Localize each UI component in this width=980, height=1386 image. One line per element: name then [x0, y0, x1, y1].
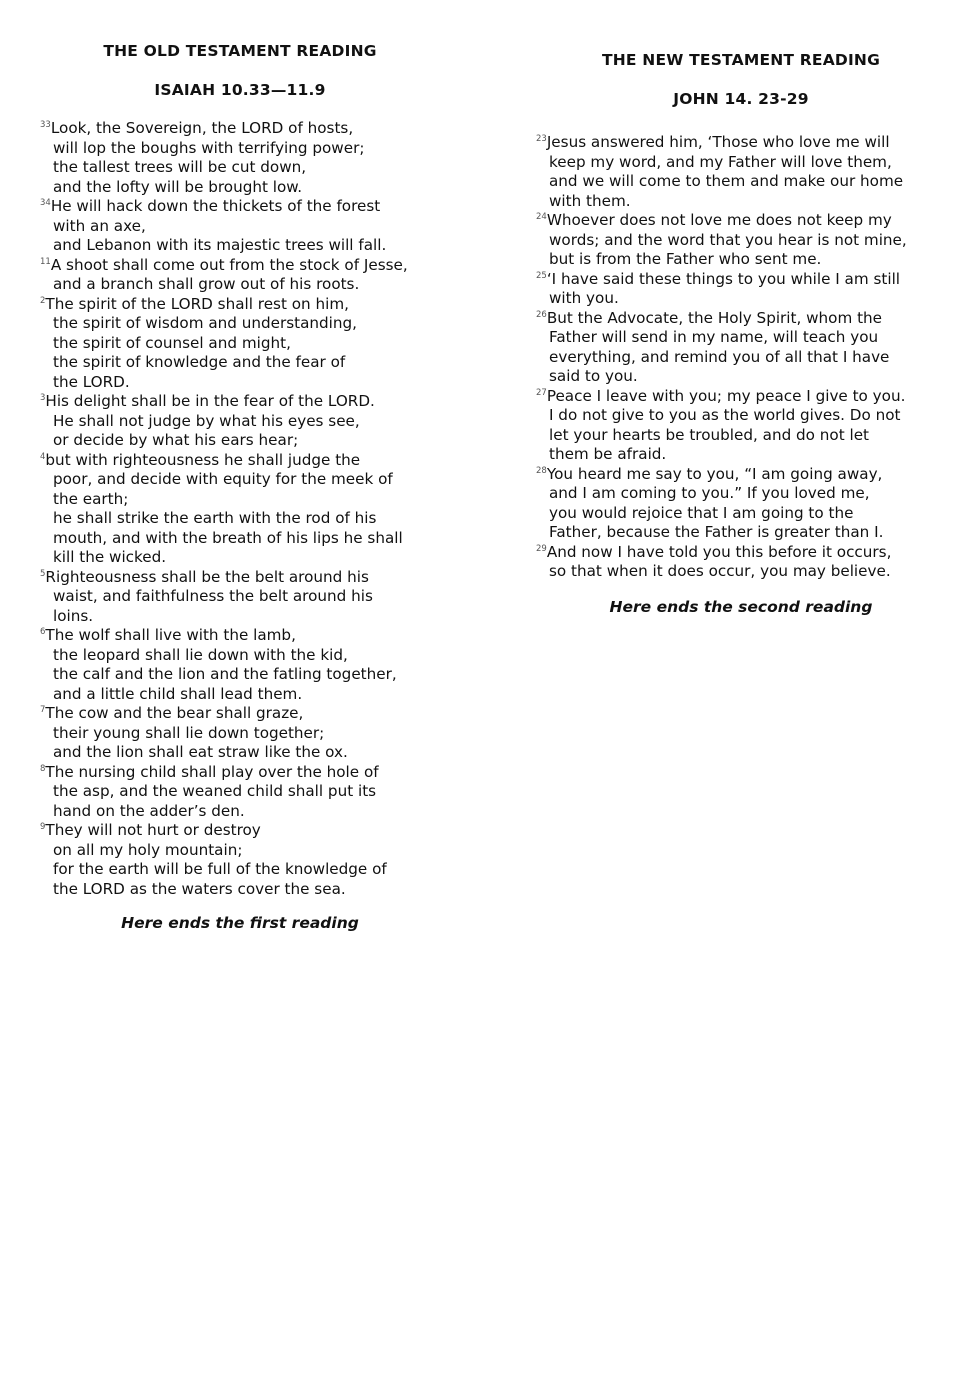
verse-text: Peace I leave with you; my peace I give to you. [546, 386, 906, 405]
verse-line [536, 172, 946, 192]
verse-text: words; and the word that you hear is not mine, [549, 230, 907, 249]
verse-line [40, 548, 440, 568]
verse-text: with them. [549, 191, 631, 210]
verse-text: said to you. [549, 367, 638, 385]
verse-line: 27Peace I leave with you; my peace I give to you. [536, 386, 906, 405]
verse-line [40, 314, 440, 334]
verse-line [40, 782, 440, 802]
new-testament-passage [536, 133, 946, 582]
verse-line: 11A shoot shall come out from the stock of Jesse, [40, 255, 408, 274]
verse-line: 5Righteousness shall be the belt around his [40, 567, 369, 586]
verse-line: 34He will hack down the thickets of the forest [40, 197, 381, 215]
verse-text: everything, and remind you of all that I have [549, 347, 890, 366]
verse-line [536, 445, 946, 465]
verse-text: The spirit of the LORD shall rest on him, [45, 294, 349, 313]
verse-text: the spirit of wisdom and understanding, [53, 314, 357, 332]
verse-text: the LORD. [53, 372, 130, 391]
verse-text: he shall strike the earth with the rod of his [53, 509, 377, 527]
verse-line [536, 523, 946, 543]
verse-text: Father will send in my name, will teach you [549, 328, 879, 346]
verse-line: 24Whoever does not love me does not keep my [536, 211, 892, 229]
verse-line: 4but with righteousness he shall judge the [40, 450, 361, 469]
verse-text: His delight shall be in the fear of the LORD. [45, 392, 375, 410]
verse-line [40, 529, 440, 549]
new-testament-ending: Here ends the second reading [609, 598, 873, 616]
verse-line [40, 646, 440, 666]
verse-text: the asp, and the weaned child shall put its [53, 782, 377, 800]
verse-line [536, 289, 946, 309]
verse-line [40, 353, 440, 373]
verse-line [40, 490, 440, 510]
verse-text: The nursing child shall play over the hole of [45, 762, 379, 781]
verse-line: 6The wolf shall live with the lamb, [40, 626, 296, 644]
verse-line: 26But the Advocate, the Holy Spirit, whom the [536, 308, 883, 327]
verse-text: I do not give to you as the world gives. Do not [549, 406, 901, 424]
verse-text: poor, and decide with equity for the meek of [53, 470, 393, 488]
verse-text: the LORD as the waters cover the sea. [53, 879, 346, 898]
verse-line: 33Look, the Sovereign, the LORD of hosts, [40, 119, 354, 137]
verse-text: and a branch shall grow out of his roots. [53, 275, 360, 293]
verse-line [40, 412, 440, 432]
verse-line [40, 743, 440, 763]
verse-line [40, 665, 440, 685]
verse-line [536, 348, 946, 368]
verse-text: the calf and the lion and the fatling together, [53, 665, 397, 683]
verse-text: them be afraid. [549, 445, 667, 463]
verse-text: ‘I have said these things to you while I am still [546, 269, 901, 288]
new-testament-title: THE NEW TESTAMENT READING [601, 51, 881, 69]
verse-line [40, 431, 440, 451]
verse-text: so that when it does occur, you may believe. [549, 562, 891, 580]
verse-text: He shall not judge by what his eyes see, [53, 411, 360, 430]
verse-text: They will not hurt or destroy [45, 821, 261, 839]
verse-text: their young shall lie down together; [53, 723, 325, 742]
verse-text: kill the wicked. [53, 548, 167, 566]
verse-text: A shoot shall come out from the stock of Jesse, [50, 255, 408, 274]
verse-text: mouth, and with the breath of his lips he shall [53, 528, 403, 547]
verse-line [536, 484, 946, 504]
verse-text: the spirit of knowledge and the fear of [53, 353, 346, 371]
verse-text: Father, because the Father is greater than I. [549, 523, 884, 541]
verse-line [40, 158, 440, 178]
verse-text: keep my word, and my Father will love them, [549, 152, 892, 171]
verse-text: the spirit of counsel and might, [53, 333, 291, 352]
verse-text: the leopard shall lie down with the kid, [53, 645, 348, 664]
verse-line [40, 509, 440, 529]
verse-line [40, 275, 440, 295]
verse-text: you would rejoice that I am going to the [549, 503, 854, 522]
old-testament-ending: Here ends the first reading [121, 914, 359, 932]
verse-line [40, 178, 440, 198]
verse-line [536, 328, 946, 348]
verse-line [536, 426, 946, 446]
verse-line [40, 685, 440, 705]
verse-line [40, 334, 440, 354]
verse-text: The cow and the bear shall graze, [45, 704, 304, 722]
verse-text: the tallest trees will be cut down, [53, 158, 307, 176]
verse-line [536, 504, 946, 524]
verse-line [40, 139, 440, 159]
verse-text: But the Advocate, the Holy Spirit, whom the [546, 308, 883, 327]
verse-line [40, 880, 440, 900]
verse-line [40, 802, 440, 822]
verse-line [536, 231, 946, 251]
verse-text: but with righteousness he shall judge the [45, 450, 361, 469]
verse-line [536, 153, 946, 173]
verse-text: for the earth will be full of the knowledge of [53, 860, 387, 878]
verse-line [536, 367, 946, 387]
verse-line [536, 192, 946, 212]
verse-line: 9They will not hurt or destroy [40, 821, 261, 839]
verse-line [536, 562, 946, 582]
verse-text: and I am coming to you.” If you loved me, [549, 484, 870, 502]
verse-line: 29And now I have told you this before it occurs, [536, 542, 892, 561]
verse-text: and the lofty will be brought low. [53, 177, 303, 196]
verse-line: 23Jesus answered him, ‘Those who love me will [536, 133, 890, 151]
verse-text: loins. [53, 606, 94, 625]
verse-line [40, 724, 440, 744]
old-testament-reference: ISAIAH 10.33—11.9 [154, 81, 326, 99]
verse-text: and Lebanon with its majestic trees will fall. [53, 236, 387, 254]
verse-line [40, 860, 440, 880]
verse-text: Righteousness shall be the belt around his [45, 567, 369, 586]
verse-line [40, 470, 440, 490]
verse-line: 3His delight shall be in the fear of the LORD. [40, 392, 375, 410]
verse-text: He will hack down the thickets of the forest [50, 197, 381, 215]
new-testament-reference: JOHN 14. 23-29 [673, 90, 809, 108]
verse-text: or decide by what his ears hear; [53, 431, 299, 449]
verse-text: and a little child shall lead them. [53, 684, 303, 703]
verse-line [536, 250, 946, 270]
verse-text: Look, the Sovereign, the LORD of hosts, [50, 119, 354, 137]
verse-text: will lop the boughs with terrifying power; [53, 138, 365, 157]
verse-text: with an axe, [53, 216, 146, 235]
verse-line [536, 406, 946, 426]
verse-text: Whoever does not love me does not keep my [546, 211, 892, 229]
verse-line: 28You heard me say to you, “I am going away, [536, 464, 883, 483]
old-testament-passage [40, 119, 440, 899]
verse-line: 7The cow and the bear shall graze, [40, 704, 304, 722]
verse-text: but is from the Father who sent me. [549, 250, 822, 268]
old-testament-title: THE OLD TESTAMENT READING [103, 42, 377, 60]
verse-line [40, 587, 440, 607]
verse-text: and the lion shall eat straw like the ox. [53, 743, 348, 761]
verse-text: You heard me say to you, “I am going away, [546, 464, 883, 483]
verse-line [40, 236, 440, 256]
verse-line: 8The nursing child shall play over the hole of [40, 762, 379, 781]
verse-text: And now I have told you this before it occurs, [546, 542, 892, 561]
verse-text: and we will come to them and make our home [549, 172, 904, 190]
verse-line [40, 373, 440, 393]
verse-text: the earth; [53, 489, 129, 508]
verse-text: The wolf shall live with the lamb, [45, 626, 296, 644]
verse-text: waist, and faithfulness the belt around his [53, 587, 373, 605]
verse-line [40, 607, 440, 627]
verse-text: hand on the adder’s den. [53, 801, 245, 820]
verse-text: Jesus answered him, ‘Those who love me will [546, 133, 890, 151]
verse-text: let your hearts be troubled, and do not let [549, 425, 870, 444]
verse-line: 25‘I have said these things to you while I am still [536, 269, 901, 288]
verse-line [40, 217, 440, 237]
verse-text: on all my holy mountain; [53, 840, 243, 859]
verse-text: with you. [549, 289, 619, 307]
verse-line: 2The spirit of the LORD shall rest on him, [40, 294, 349, 313]
verse-line [40, 841, 440, 861]
